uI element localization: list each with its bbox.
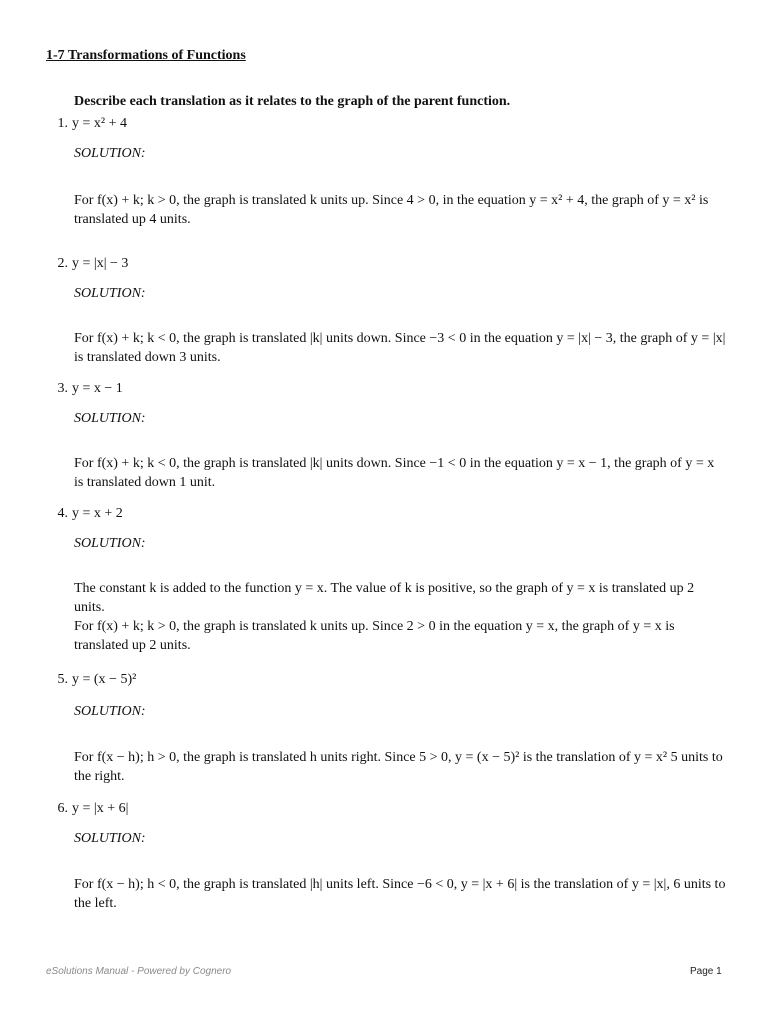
explanation-paragraph: For f(x) + k; k > 0, the graph is translated k units up. Since 4 > 0, in the equation y = x² + 4, the graph of y = x² is translated up 4 units. [74,193,709,227]
solution-explanation [74,875,726,913]
problem-equation: y = |x| − 3 [72,256,129,271]
solution-explanation [74,748,726,786]
explanation-paragraph: For f(x) + k; k < 0, the graph is translated |k| units down. Since −3 < 0 in the equation y = |x| − 3, the graph of y = |x| is translated down 3 units. [74,331,726,365]
solution-explanation [74,191,726,229]
problem-number: 5. [57,672,68,687]
problem-line [0,116,127,132]
problem-line [0,506,123,522]
problem-number: 6. [57,801,68,816]
explanation-paragraph: For f(x − h); h > 0, the graph is translated h units right. Since 5 > 0, y = (x − 5)² is the translation of y = x² 5 units to the right. [74,750,723,784]
solution-explanation [74,579,726,655]
explanation-paragraph: The constant k is added to the function y = x. The value of k is positive, so the graph of y = x is translated up 2 units. [74,581,695,615]
problem-equation: y = x + 2 [72,506,123,521]
problem-equation: y = (x − 5)² [72,672,137,687]
page-title: 1-7 Transformations of Functions [46,48,246,63]
instructions: Describe each translation as it relates to the graph of the parent function. [74,94,511,109]
solution-explanation [74,454,726,492]
problem-line [0,256,128,272]
explanation-paragraph: For f(x) + k; k > 0, the graph is translated k units up. Since 2 > 0 in the equation y = x, the graph of y = x is translated up 2 units. [74,619,675,653]
problem-number: 1. [57,116,68,131]
footer-page-number: Page 1 [690,966,722,977]
solution-label: SOLUTION: [74,704,146,719]
solution-label: SOLUTION: [74,536,146,551]
problem-equation: y = x − 1 [72,381,123,396]
problem-equation: y = |x + 6| [72,801,129,816]
solution-label: SOLUTION: [74,411,146,426]
solution-label: SOLUTION: [74,286,146,301]
solution-label: SOLUTION: [74,146,146,161]
problem-line [0,672,136,688]
explanation-paragraph: For f(x − h); h < 0, the graph is translated |h| units left. Since −6 < 0, y = |x + 6| is the translation of y = |x|, 6 units to the left. [74,877,726,911]
problem-number: 4. [57,506,68,521]
problem-equation: y = x² + 4 [72,116,127,131]
problem-number: 2. [57,256,68,271]
problem-number: 3. [57,381,68,396]
solution-label: SOLUTION: [74,831,146,846]
problem-line [0,381,123,397]
problem-line [0,801,128,817]
footer-publisher: eSolutions Manual - Powered by Cognero [46,966,232,977]
explanation-paragraph: For f(x) + k; k < 0, the graph is translated |k| units down. Since −1 < 0 in the equation y = x − 1, the graph of y = x is translated down 1 unit. [74,456,715,490]
solution-explanation [74,329,726,367]
